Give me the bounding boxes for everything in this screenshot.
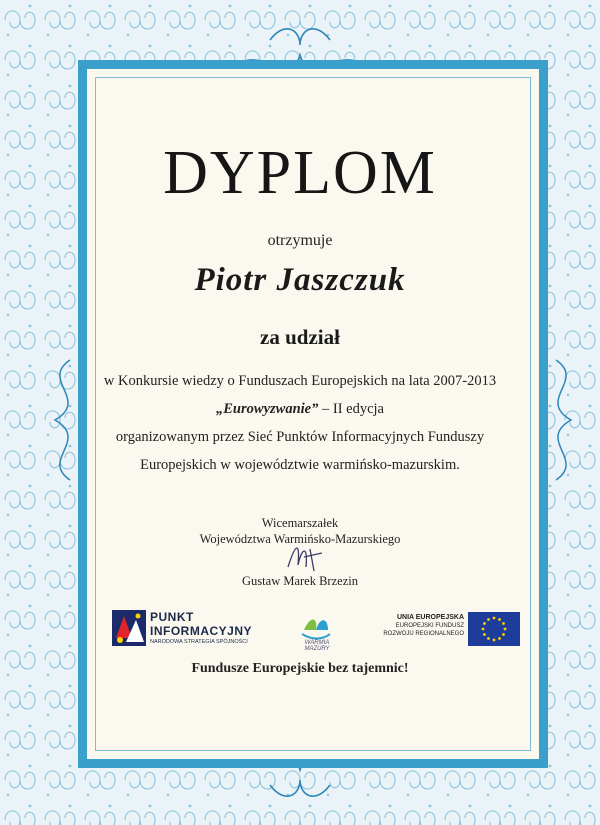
informacyjny-label: INFORMACYJNY — [150, 624, 253, 638]
contest-name-line — [0, 401, 600, 418]
eu-label: UNIA EUROPEJSKA — [396, 614, 464, 621]
contest-description-line-4: Europejskich w województwie warmińsko-mazurskim. — [140, 457, 460, 473]
contest-description-line-1: w Konkursie wiedzy o Funduszach Europejskich na lata 2007-2013 — [103, 373, 497, 389]
recipient-name: Piotr Jaszczuk — [194, 262, 406, 298]
participation-label: za udział — [260, 325, 340, 349]
eu-fund-label: EUROPEJSKI FUNDUSZ — [395, 623, 464, 629]
punkt-label: PUNKT — [150, 610, 194, 624]
punkt-informacyjny-mark-icon — [110, 608, 148, 648]
signatory-office: Województwa Warmińsko-Mazurskiego — [199, 532, 401, 546]
receives-label: otrzymuje — [267, 232, 333, 249]
eu-logo — [372, 612, 522, 648]
handwritten-signature — [278, 537, 338, 577]
contest-name: „Eurowyzwanie” — [216, 401, 319, 417]
signatory-role: Wicemarszałek — [261, 516, 339, 530]
eu-flag-icon — [468, 612, 520, 646]
signatory-name: Gustaw Marek Brzezin — [242, 574, 358, 588]
strategy-label: NARODOWA STRATEGIA SPÓJNOŚCI — [150, 639, 248, 645]
eu-fund-regional-label: ROZWOJU REGIONALNEGO — [383, 631, 464, 637]
contest-edition: – II edycja — [318, 401, 384, 417]
warmia-mazury-label: WARMIA MAZURY — [304, 640, 330, 652]
punkt-informacyjny-logo — [110, 606, 270, 650]
diploma-title: DYPLOM — [163, 139, 437, 207]
slogan: Fundusze Europejskie bez tajemnic! — [191, 661, 409, 676]
contest-description-line-3: organizowanym przez Sieć Punktów Informacyjnych Funduszy — [115, 429, 485, 445]
